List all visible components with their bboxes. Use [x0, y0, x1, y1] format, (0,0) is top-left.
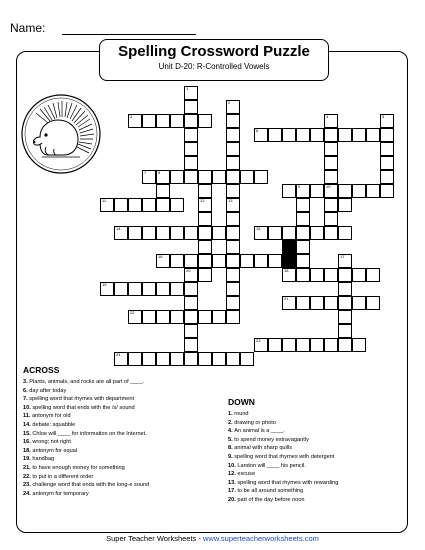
crossword-cell[interactable] [198, 254, 212, 268]
crossword-cell[interactable] [226, 296, 240, 310]
crossword-cell[interactable] [128, 352, 142, 366]
crossword-cell[interactable] [254, 254, 268, 268]
crossword-cell[interactable] [184, 156, 198, 170]
crossword-cell[interactable] [170, 114, 184, 128]
crossword-cell[interactable] [380, 128, 394, 142]
down-clue [228, 436, 418, 445]
crossword-cell[interactable] [268, 254, 282, 268]
crossword-cell[interactable] [156, 170, 170, 184]
crossword-cell[interactable] [114, 226, 128, 240]
crossword-cell[interactable] [156, 282, 170, 296]
down-clue [228, 410, 418, 419]
crossword-cell[interactable] [226, 240, 240, 254]
down-clue [228, 419, 418, 428]
down-clue [228, 487, 418, 496]
crossword-cell[interactable] [184, 170, 198, 184]
crossword-cell[interactable] [296, 212, 310, 226]
crossword-cell[interactable] [226, 310, 240, 324]
crossword-cell[interactable] [114, 352, 128, 366]
crossword-cell[interactable] [212, 170, 226, 184]
crossword-cell[interactable] [282, 338, 296, 352]
clue-number: 9. [228, 453, 235, 460]
crossword-cell[interactable] [226, 170, 240, 184]
crossword-cell[interactable] [226, 226, 240, 240]
clue-text: excuse [237, 471, 256, 478]
crossword-cell[interactable] [380, 184, 394, 198]
cell-number: 19 [102, 282, 107, 287]
crossword-cell[interactable] [296, 184, 310, 198]
down-clue [228, 453, 418, 462]
crossword-cell[interactable] [114, 198, 128, 212]
crossword-cell[interactable] [310, 268, 324, 282]
crossword-cell[interactable] [184, 338, 198, 352]
clue-number: 14. [23, 421, 33, 428]
cell-number: 24 [116, 352, 121, 357]
crossword-cell[interactable] [310, 296, 324, 310]
cell-number: 16 [158, 254, 163, 259]
crossword-cell[interactable] [226, 254, 240, 268]
crossword-cell[interactable] [254, 128, 268, 142]
crossword-cell[interactable] [240, 352, 254, 366]
crossword-cell[interactable] [324, 198, 338, 212]
crossword-cell[interactable] [296, 240, 310, 254]
clue-number: 12. [228, 471, 238, 478]
crossword-cell[interactable] [338, 310, 352, 324]
crossword-cell[interactable] [296, 268, 310, 282]
clue-text: antonym for old [32, 413, 71, 420]
crossword-cell[interactable] [142, 114, 156, 128]
cell-number: 4 [326, 114, 329, 119]
crossword-cell[interactable] [170, 282, 184, 296]
crossword-cell[interactable] [142, 310, 156, 324]
crossword-cell[interactable] [310, 226, 324, 240]
crossword-cell[interactable] [268, 338, 282, 352]
crossword-cell[interactable] [352, 128, 366, 142]
crossword-cell[interactable] [324, 156, 338, 170]
crossword-cell[interactable] [282, 226, 296, 240]
clue-number: 11. [23, 413, 33, 420]
crossword-cell[interactable] [380, 170, 394, 184]
crossword-cell[interactable] [198, 170, 212, 184]
down-clue [228, 470, 418, 479]
cell-number: 12 [200, 198, 205, 203]
clue-number: 19. [23, 456, 33, 463]
clue-text: part of the day before noon [237, 496, 305, 503]
crossword-cell[interactable] [324, 128, 338, 142]
clue-number: 10. [228, 462, 238, 469]
cell-number: 7 [144, 170, 147, 175]
crossword-cell[interactable] [254, 338, 268, 352]
footer-link[interactable]: www.superteacherworksheets.com [202, 534, 319, 543]
clue-number: 15. [23, 430, 33, 437]
crossword-cell[interactable] [170, 226, 184, 240]
cell-number: 13 [228, 198, 233, 203]
clue-text: challenge word that ends with the long-e sound [32, 482, 150, 489]
clue-number: 18. [23, 447, 33, 454]
crossword-cell[interactable] [226, 268, 240, 282]
crossword-cell[interactable] [338, 338, 352, 352]
clue-text: wrong; not right [32, 439, 71, 446]
clue-number: 1. [228, 411, 235, 417]
crossword-cell[interactable] [156, 114, 170, 128]
crossword-cell[interactable] [366, 184, 380, 198]
crossword-cell[interactable] [324, 338, 338, 352]
clue-text: round [234, 411, 249, 417]
crossword-cell[interactable] [170, 352, 184, 366]
clue-text: Chloe will ____ for information on the Internet. [32, 430, 147, 437]
crossword-cell[interactable] [338, 128, 352, 142]
crossword-cell[interactable] [156, 198, 170, 212]
cell-number: 21 [284, 296, 289, 301]
crossword-cell[interactable] [212, 226, 226, 240]
crossword-cell[interactable] [170, 198, 184, 212]
cell-number: 2 [228, 100, 231, 105]
crossword-cell[interactable] [282, 128, 296, 142]
crossword-cell[interactable] [156, 226, 170, 240]
down-clues [228, 397, 418, 505]
cell-number: 6 [256, 128, 259, 133]
crossword-cell[interactable] [184, 282, 198, 296]
across-clue [23, 438, 213, 447]
crossword-cell[interactable] [170, 170, 184, 184]
crossword-cell[interactable] [170, 254, 184, 268]
crossword-cell[interactable] [338, 324, 352, 338]
across-clue [23, 490, 213, 499]
crossword-cell[interactable] [296, 226, 310, 240]
crossword-cell[interactable] [338, 198, 352, 212]
across-clue [23, 395, 213, 404]
cell-number: 14 [116, 226, 121, 231]
crossword-cell[interactable] [324, 268, 338, 282]
across-clue [23, 455, 213, 464]
crossword-cell[interactable] [366, 268, 380, 282]
crossword-cell[interactable] [184, 142, 198, 156]
crossword-cell[interactable] [240, 254, 254, 268]
crossword-cell[interactable] [226, 352, 240, 366]
crossword-cell[interactable] [296, 338, 310, 352]
crossword-cell[interactable] [212, 310, 226, 324]
down-heading: DOWN [228, 397, 255, 407]
clue-text: antonym for temporary [32, 490, 89, 497]
cell-number: 3 [130, 114, 133, 119]
clue-number: 23. [23, 482, 33, 489]
clue-number: 20. [228, 496, 238, 503]
crossword-cell[interactable] [170, 310, 184, 324]
cell-number: 23 [256, 338, 261, 343]
crossword-cell[interactable] [184, 86, 198, 100]
crossword-cell[interactable] [366, 296, 380, 310]
clue-text: spelling word that rhymes with department [29, 396, 135, 403]
clue-text: to put in a different order [32, 473, 94, 480]
crossword-cell[interactable] [198, 198, 212, 212]
crossword-cell[interactable] [198, 268, 212, 282]
crossword-cell[interactable] [324, 212, 338, 226]
crossword-cell[interactable] [296, 198, 310, 212]
crossword-cell[interactable] [198, 114, 212, 128]
across-clue [23, 421, 213, 430]
crossword-cell[interactable] [184, 226, 198, 240]
clue-text: Plants, animals, and rocks are all part of ____. [29, 379, 145, 385]
crossword-cell[interactable] [226, 142, 240, 156]
across-clue [23, 387, 213, 396]
crossword-cell[interactable] [226, 128, 240, 142]
crossword-cell[interactable] [100, 198, 114, 212]
across-heading: ACROSS [23, 365, 60, 375]
clue-text: An animal is a ____. [234, 428, 285, 435]
crossword-cell[interactable] [352, 184, 366, 198]
crossword-cell[interactable] [380, 114, 394, 128]
crossword-cell[interactable] [212, 254, 226, 268]
crossword-cell[interactable] [352, 296, 366, 310]
cell-number: 15 [256, 226, 261, 231]
cell-number: 22 [130, 310, 135, 315]
down-clue [228, 479, 418, 488]
crossword-cell[interactable] [338, 296, 352, 310]
clue-text: to spend money extravagantly [234, 436, 309, 443]
across-clue [23, 464, 213, 473]
clue-number: 6. [23, 387, 30, 394]
crossword-cell[interactable] [226, 198, 240, 212]
crossword-cell[interactable] [198, 226, 212, 240]
crossword-cell[interactable] [226, 114, 240, 128]
crossword-cell[interactable] [226, 184, 240, 198]
crossword-cell[interactable] [226, 282, 240, 296]
crossword-cell[interactable] [254, 170, 268, 184]
crossword-cell[interactable] [128, 114, 142, 128]
clue-number: 10. [23, 404, 33, 411]
crossword-cell[interactable] [198, 212, 212, 226]
crossword-cell[interactable] [366, 128, 380, 142]
crossword-cell[interactable] [128, 282, 142, 296]
clue-text: to have enough money for something [32, 464, 125, 471]
crossword-cell[interactable] [296, 128, 310, 142]
clue-text: Landon will ____ his pencil. [237, 462, 306, 469]
page-title: Spelling Crossword Puzzle [118, 43, 310, 60]
clue-number: 7. [23, 396, 30, 403]
cell-number: 18 [284, 268, 289, 273]
cell-number: 17 [340, 254, 345, 259]
across-clue [23, 481, 213, 490]
crossword-cell[interactable] [142, 282, 156, 296]
crossword-cell[interactable] [184, 296, 198, 310]
crossword-cell[interactable] [184, 128, 198, 142]
crossword-cell[interactable] [142, 170, 156, 184]
clue-text: day after today [29, 387, 67, 394]
crossword-cell[interactable] [324, 226, 338, 240]
crossword-cell[interactable] [198, 352, 212, 366]
clue-number: 2. [228, 419, 235, 426]
clue-text: antonym for equal [32, 447, 78, 454]
clue-text: debate: squabble [32, 421, 76, 428]
crossword-cell[interactable] [268, 226, 282, 240]
cell-number: 11 [102, 198, 107, 203]
clue-number: 16. [23, 439, 33, 446]
crossword-cell[interactable] [156, 310, 170, 324]
crossword-cell[interactable] [184, 268, 198, 282]
crossword-cell[interactable] [310, 184, 324, 198]
crossword-cell[interactable] [156, 184, 170, 198]
crossword-cell[interactable] [324, 296, 338, 310]
clue-text: animal with sharp quills [234, 445, 293, 452]
clue-number: 21. [23, 464, 33, 471]
crossword-cell[interactable] [128, 198, 142, 212]
crossword-cell[interactable] [142, 352, 156, 366]
cell-number: 5 [382, 114, 385, 119]
crossword-cell[interactable] [268, 128, 282, 142]
clue-text: spelling word that rhymes with rewarding [237, 479, 339, 486]
cell-number: 10 [326, 184, 331, 189]
crossword-cell[interactable] [282, 268, 296, 282]
crossword-cell[interactable] [380, 156, 394, 170]
crossword-cell[interactable] [142, 198, 156, 212]
crossword-cell[interactable] [114, 282, 128, 296]
crossword-black-cell [282, 254, 296, 268]
clue-text: handbag [32, 456, 55, 463]
clue-text: spelling word that ends with the /s/ sound [32, 404, 135, 411]
crossword-cell[interactable] [128, 226, 142, 240]
crossword-cell[interactable] [338, 226, 352, 240]
crossword-cell[interactable] [324, 114, 338, 128]
cell-number: 20 [186, 268, 191, 273]
footer [0, 534, 425, 543]
crossword-cell[interactable] [296, 296, 310, 310]
crossword-cell[interactable] [142, 226, 156, 240]
down-clue [228, 444, 418, 453]
crossword-cell[interactable] [198, 310, 212, 324]
across-clue [23, 473, 213, 482]
across-clue [23, 412, 213, 421]
crossword-cell[interactable] [156, 352, 170, 366]
crossword-cell[interactable] [310, 128, 324, 142]
footer-text: Super Teacher Worksheets - [106, 534, 203, 543]
crossword-cell[interactable] [184, 114, 198, 128]
crossword-cell[interactable] [226, 100, 240, 114]
clue-text: to be all around something [237, 488, 304, 495]
clue-number: 17. [228, 488, 238, 495]
across-clue [23, 378, 213, 387]
across-clues [23, 365, 213, 498]
crossword-cell[interactable] [184, 254, 198, 268]
crossword-cell[interactable] [338, 254, 352, 268]
crossword-cell[interactable] [156, 254, 170, 268]
crossword-cell[interactable] [324, 142, 338, 156]
down-clue [228, 496, 418, 505]
clue-number: 22. [23, 473, 33, 480]
cell-number: 1 [186, 86, 189, 91]
across-clue [23, 447, 213, 456]
crossword-cell[interactable] [338, 184, 352, 198]
crossword-cell[interactable] [352, 338, 366, 352]
crossword-cell[interactable] [380, 142, 394, 156]
crossword-cell[interactable] [184, 352, 198, 366]
clue-number: 24. [23, 490, 33, 497]
clue-number: 8. [228, 445, 235, 452]
page-subtitle: Unit D-20: R-Controlled Vowels [158, 62, 270, 71]
crossword-cell[interactable] [240, 170, 254, 184]
cell-number: 8 [158, 170, 161, 175]
crossword-cell[interactable] [100, 282, 114, 296]
crossword-cell[interactable] [226, 156, 240, 170]
crossword-cell[interactable] [324, 170, 338, 184]
crossword-black-cell [282, 240, 296, 254]
crossword-cell[interactable] [184, 100, 198, 114]
down-clue [228, 462, 418, 471]
clue-number: 4. [228, 428, 235, 435]
crossword-cell[interactable] [338, 282, 352, 296]
crossword-cell[interactable] [226, 212, 240, 226]
crossword-cell[interactable] [198, 240, 212, 254]
crossword-cell[interactable] [310, 338, 324, 352]
crossword-cell[interactable] [296, 254, 310, 268]
clue-number: 13. [228, 479, 238, 486]
crossword-cell[interactable] [352, 268, 366, 282]
clue-number: 3. [23, 379, 30, 385]
across-clue [23, 404, 213, 413]
crossword-cell[interactable] [212, 352, 226, 366]
crossword-cell[interactable] [184, 324, 198, 338]
clue-text: spelling word that rhymes with detergent [234, 453, 335, 460]
clue-text: drawing or photo [234, 419, 276, 426]
crossword-cell[interactable] [324, 184, 338, 198]
name-label: Name: [10, 21, 46, 35]
clue-number: 5. [228, 436, 235, 443]
crossword-cell[interactable] [128, 310, 142, 324]
crossword-cell[interactable] [254, 226, 268, 240]
crossword-cell[interactable] [282, 184, 296, 198]
down-clue [228, 427, 418, 436]
crossword-cell[interactable] [184, 310, 198, 324]
crossword-cell[interactable] [338, 268, 352, 282]
crossword-cell[interactable] [282, 296, 296, 310]
cell-number: 9 [298, 184, 301, 189]
across-clue [23, 430, 213, 439]
crossword-cell[interactable] [198, 184, 212, 198]
